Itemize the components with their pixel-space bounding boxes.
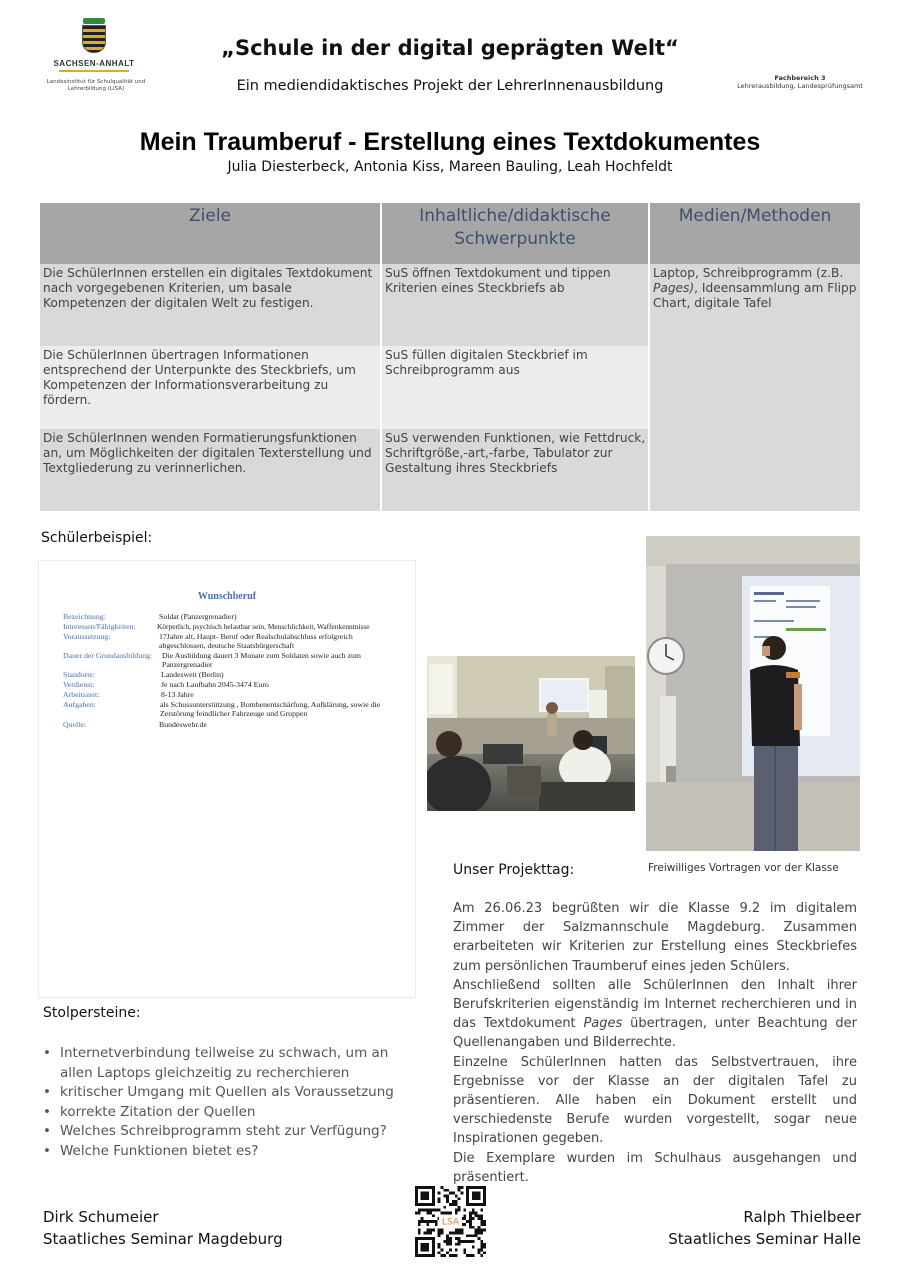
paragraph: Die Exemplare wurden im Schulhaus ausgehangen und präsentiert. [453,1150,857,1185]
list-item: • Welche Funktionen bietet es? [43,1142,403,1162]
goals-table [40,203,860,511]
ziel-cell: Die SchülerInnen erstellen ein digitales Textdokument nach vorgegebenen Kriterien, um basale Kompetenzen der digitalen Welt zu festigen. [40,264,380,346]
list-item: • korrekte Zitation der Quellen [43,1103,403,1123]
medien-text-start: Laptop, Schreibprogramm (z.B. [653,266,844,280]
classroom-photo-illustration [427,656,635,811]
document-key: Verdienst: [63,680,95,689]
schwerpunkt-cell: SuS öffnen Textdokument und tippen Kriterien eines Steckbriefs ab [382,264,648,346]
document-key: Quelle: [63,720,86,729]
photo-caption: Freiwilliges Vortragen vor der Klasse [648,862,839,874]
column-divider [648,203,650,511]
list-item: • kritischer Umgang mit Quellen als Voraussetzung [43,1083,403,1103]
header-medien: Medien/Methoden [650,203,860,264]
document-key: Arbeitszeit: [63,690,100,699]
list-item: • Internetverbindung teilweise zu schwach, um an allen Laptops gleichzeitig zu recherchieren [43,1044,403,1083]
contact-name: Dirk Schumeier [43,1208,159,1226]
logo-underline [59,70,129,72]
paragraph-text: Anschließend sollten alle SchülerInnen den Inhalt ihrer Berufskriterien eigenständig im Internet recherchieren und in das Textdokument [453,977,857,1032]
document-value: Bundeswehr.de [159,720,207,729]
student-example-label: Schülerbeispiel: [41,530,153,546]
paragraph-text: übertragen, unter Beachtung der Quellenangaben und Bilderrechte. [453,1016,857,1051]
medien-program-name: Pages) [653,281,695,295]
document-key: Interessen/Fähigkeiten: [63,622,136,631]
coat-of-arms-icon [82,25,106,53]
student-document [38,560,416,998]
paragraph: Einzelne SchülerInnen hatten das Selbstvertrauen, ihre Ergebnisse vor der Klasse an der digitalen Tafel zu präsentieren. Alle haben ein Dokument erstellt und verschiedenste Berufe wurden vorgestellt, sogar neue Inspirationen gegeben. [453,1054,857,1147]
ziel-cell: Die SchülerInnen übertragen Informationen entsprechend der Unterpunkte des Steckbriefs, um Kompetenzen der Informationsverarbeitung zu fördern. [40,346,380,429]
footer-right [640,1206,861,1250]
main-title: „Schule in der digital geprägten Welt“ [221,36,679,60]
department-title: Fachbereich 3 [774,74,826,82]
state-logo [44,18,144,72]
program-name: Pages [583,1016,623,1032]
schwerpunkt-cell: SuS füllen digitalen Steckbrief im Schreibprogramm aus [382,346,648,429]
qr-center-label: LSA [441,1217,460,1228]
schwerpunkt-cell: SuS verwenden Funktionen, wie Fettdruck, Schriftgröße,-art,-farbe, Tabulator zur Gestaltung ihres Steckbriefs [382,429,648,511]
document-key: Bezeichnung: [63,612,106,621]
main-subtitle: Ein mediendidaktisches Projekt der LehrerInnenausbildung [236,78,664,94]
authors: Julia Diesterbeck, Antonia Kiss, Mareen Bauling, Leah Hochfeldt [227,159,673,175]
document-value: Die Ausbildung dauert 3 Monate zum Soldaten sowie auch zum Panzergrenadier [162,651,361,669]
document-value: Körperlich, psychisch belastbar sein, Menschlichkeit, Waffenkenntnisse [157,622,370,631]
document-key: Dauer der Grundausbildung: [63,651,153,660]
paragraph [453,976,857,1053]
document-value: Soldat (Panzergrenadier) [159,612,237,621]
document-value: 8-13 Jahre [161,690,194,699]
document-key: Standorte: [63,670,96,679]
poster-title: Mein Traumberuf - Erstellung eines Textdokumentes [139,128,761,156]
stolpersteine-list [43,1044,403,1161]
ziel-cell: Die SchülerInnen wenden Formatierungsfunktionen an, um Möglichkeiten der digitalen Texterstellung und Textgliederung zu verinnerlichen. [40,429,380,511]
department-block [730,74,870,90]
qr-code-icon[interactable] [415,1186,486,1257]
presentation-photo [646,536,860,851]
header-schwerpunkte: Inhaltliche/didaktische Schwerpunkte [382,203,648,264]
document-title: Wunschberuf [197,591,257,602]
logo-name: SACHSEN-ANHALT [53,59,135,68]
footer-left [43,1206,283,1250]
document-value: Landesweit (Berlin) [161,670,224,679]
crown-icon [83,18,105,24]
document-key: Voraussetzung: [63,632,111,641]
header-ziele: Ziele [40,203,380,264]
project-day-text [453,899,857,1187]
list-item: • Welches Schreibprogramm steht zur Verfügung? [43,1122,403,1142]
column-divider [380,203,382,511]
document-value: 17Jahre alt, Haupt- Beruf oder Realschulabschluss erfolgreich abgeschlossen, deutsche Staatsbürgerschaft [159,632,353,650]
qr-code-graphic [415,1186,486,1257]
contact-org: Staatliches Seminar Magdeburg [43,1230,283,1248]
project-day-label: Unser Projekttag: [453,862,575,878]
contact-org: Staatliches Seminar Halle [668,1230,861,1248]
document-key: Aufgaben: [63,700,96,709]
contact-name: Ralph Thielbeer [743,1208,861,1226]
department-subtitle: Lehrerausbildung, Landesprüfungsamt [737,82,863,90]
medien-text-end: , Ideensammlung am Flipp Chart, digitale Tafel [653,281,857,310]
medien-cell [650,264,860,511]
document-value: als Schussunterstützung , Bombenentschärfung, Aufklärung, sowie die Zerstörung feindlicher Fahrzeuge und Gruppen [160,700,381,718]
document-value: Je nach Laufbahn 2045-3474 Euro [161,680,269,689]
classroom-photo [427,656,635,811]
presentation-photo-illustration [646,536,860,851]
stolpersteine-label: Stolpersteine: [43,1005,141,1021]
paragraph: Am 26.06.23 begrüßten wir die Klasse 9.2 im digitalem Zimmer der Salzmannschule Magdeburg. Zusammen erarbeiteten wir Kriterien zur Erstellung eines Steckbriefes zum persönlichen Traumberuf eines jeden Schülers. [453,901,857,974]
institute-name: Landesinstitut für Schulqualität und Lehrerbildung (LISA) [46,79,146,92]
